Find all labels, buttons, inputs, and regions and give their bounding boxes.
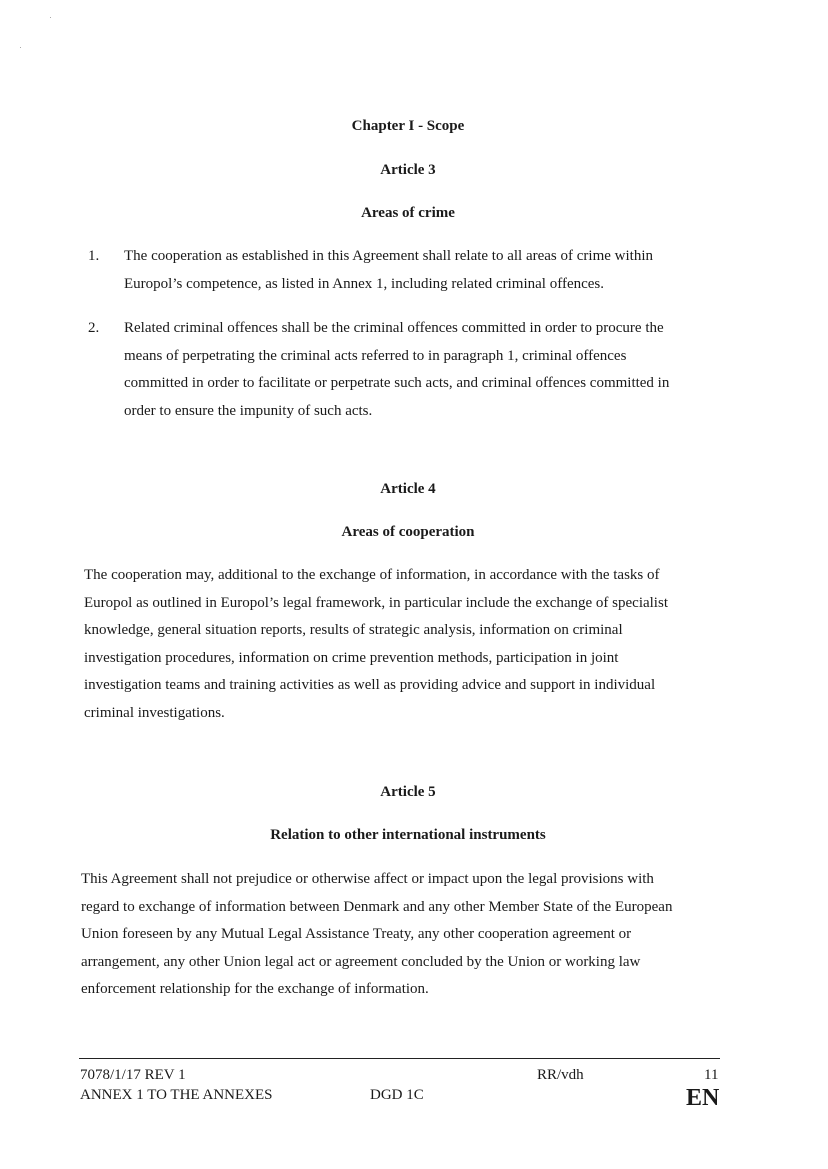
article-3-item-2-text bbox=[124, 315, 724, 425]
article-3-number: Article 3 bbox=[380, 162, 436, 178]
article-3-item-1-text bbox=[124, 243, 724, 298]
text-line: The cooperation as established in this Agreement shall relate to all areas of crime within bbox=[124, 248, 653, 264]
article-5-number: Article 5 bbox=[380, 784, 436, 800]
text-line: Related criminal offences shall be the criminal offences committed in order to procure the bbox=[124, 320, 664, 336]
text-line: order to ensure the impunity of such acts. bbox=[124, 402, 373, 419]
article-5-text bbox=[81, 866, 731, 1004]
chapter-title: Chapter I - Scope bbox=[351, 118, 465, 134]
text-line: knowledge, general situation reports, results of strategic analysis, information on criminal bbox=[84, 622, 623, 638]
text-line: committed in order to facilitate or perpetrate such acts, and criminal offences committed in bbox=[124, 375, 670, 391]
article-3-item-2-number: 2. bbox=[88, 320, 100, 336]
text-line: Union foreseen by any Mutual Legal Assistance Treaty, any other cooperation agreement or bbox=[81, 926, 632, 942]
footer-page-number: 11 bbox=[704, 1067, 719, 1083]
footer-doc-ref: 7078/1/17 REV 1 bbox=[80, 1067, 186, 1083]
text-line: Europol’s competence, as listed in Annex 1, including related criminal offences. bbox=[124, 275, 604, 292]
text-line: investigation teams and training activities as well as providing advice and support in individual bbox=[84, 677, 656, 693]
scan-speck bbox=[50, 17, 51, 18]
article-3-item-1-number: 1. bbox=[88, 248, 100, 264]
text-line: criminal investigations. bbox=[84, 704, 225, 721]
text-line: investigation procedures, information on crime prevention methods, participation in joint bbox=[84, 649, 619, 666]
article-4-text bbox=[84, 562, 734, 727]
footer-language: EN bbox=[686, 1085, 720, 1111]
text-line: arrangement, any other Union legal act or agreement concluded by the Union or working law bbox=[81, 953, 641, 970]
text-line: enforcement relationship for the exchange of information. bbox=[81, 981, 429, 997]
text-line: This Agreement shall not prejudice or otherwise affect or impact upon the legal provisions with bbox=[81, 871, 654, 887]
footer-initials: RR/vdh bbox=[537, 1067, 584, 1083]
article-5-title: Relation to other international instruments bbox=[270, 827, 546, 843]
scan-speck bbox=[20, 47, 21, 48]
article-4-number: Article 4 bbox=[380, 481, 436, 497]
text-line: regard to exchange of information between Denmark and any other Member State of the European bbox=[81, 898, 673, 915]
footer-rule bbox=[79, 1058, 720, 1059]
article-3-title: Areas of crime bbox=[361, 205, 455, 221]
text-line: Europol as outlined in Europol’s legal framework, in particular include the exchange of specialist bbox=[84, 594, 668, 611]
text-line: The cooperation may, additional to the exchange of information, in accordance with the tasks of bbox=[84, 567, 660, 583]
article-4-title: Areas of cooperation bbox=[341, 524, 475, 540]
text-line: means of perpetrating the criminal acts referred to in paragraph 1, criminal offences bbox=[124, 347, 627, 364]
footer-annex: ANNEX 1 TO THE ANNEXES bbox=[80, 1087, 273, 1103]
footer-dg: DGD 1C bbox=[370, 1087, 424, 1103]
